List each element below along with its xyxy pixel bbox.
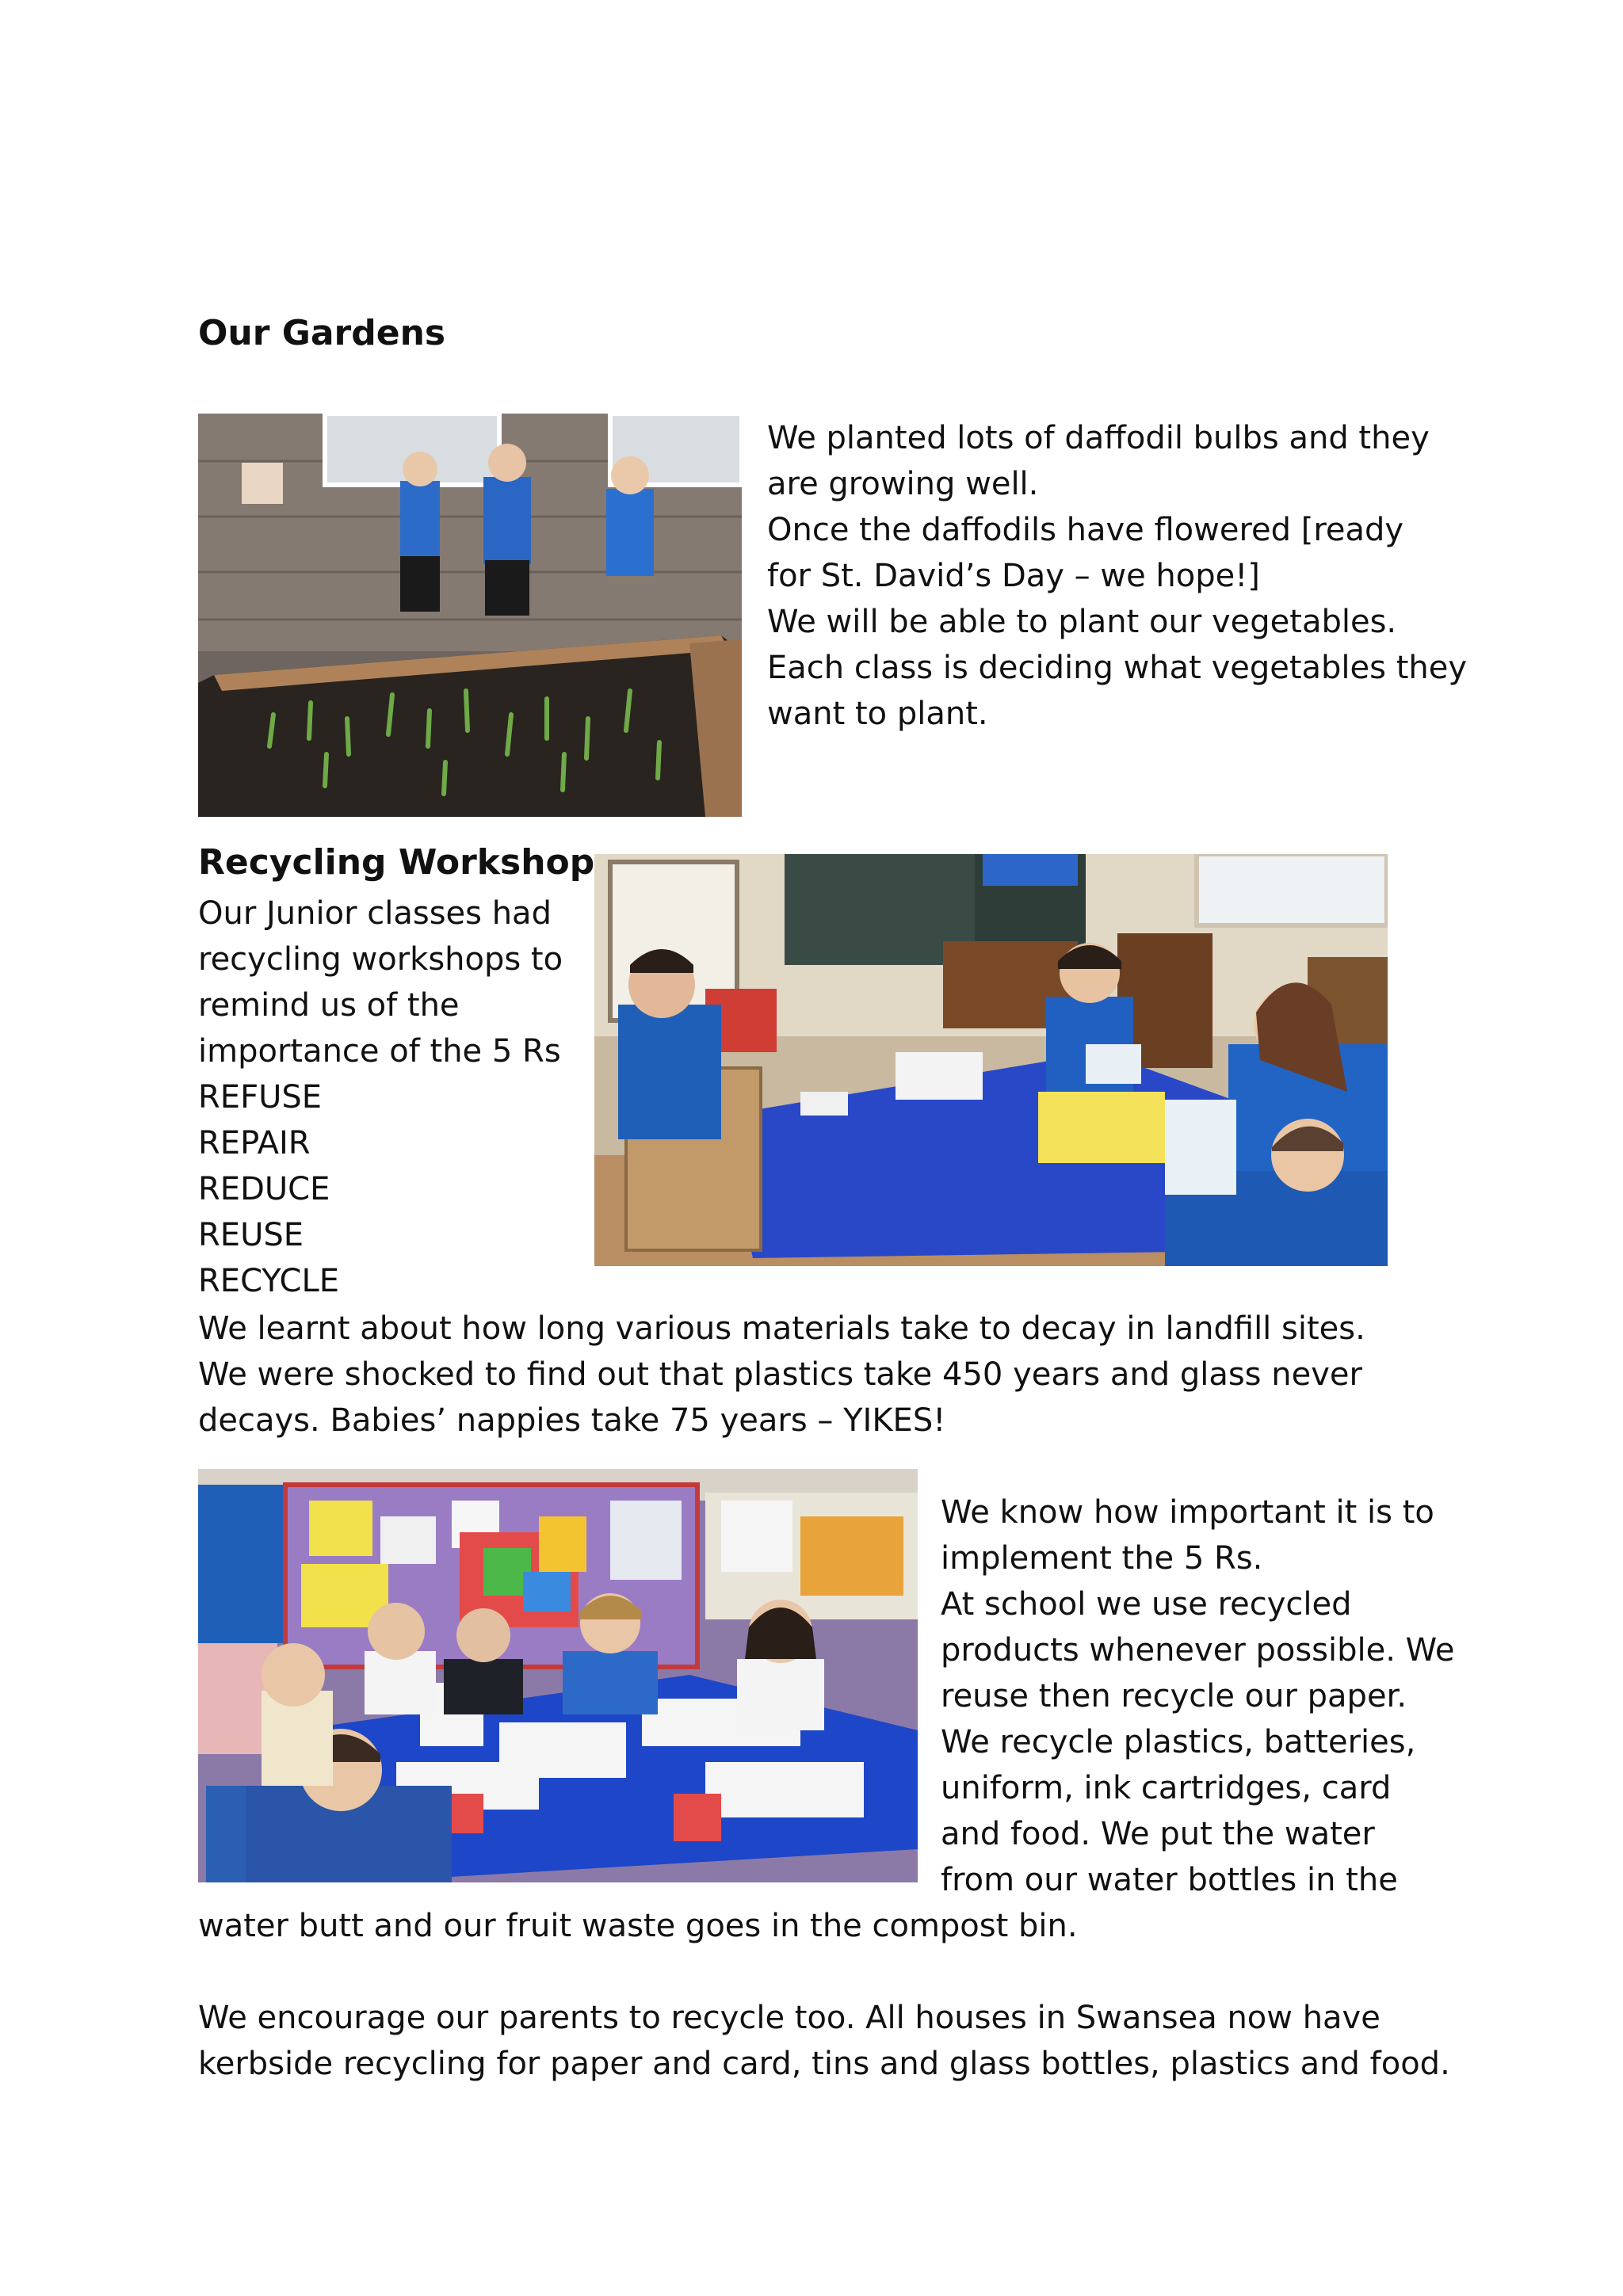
classroom-photo (198, 1469, 918, 1882)
recycling-body-line: We learnt about how long various materials take to decay in landfill sites. (198, 1310, 1365, 1347)
gardens-line: Once the daffodils have flowered [ready (767, 512, 1404, 548)
classroom-line: implement the 5 Rs. (941, 1540, 1263, 1577)
recycling-r-item: REDUCE (198, 1171, 330, 1207)
gardens-line: want to plant. (767, 696, 988, 732)
classroom-side-text (941, 1489, 1455, 1903)
recycling-r-item: REPAIR (198, 1125, 311, 1161)
recycling-r-item: RECYCLE (198, 1263, 340, 1299)
recycling-line: importance of the 5 Rs (198, 1033, 561, 1070)
recycling-line: remind us of the (198, 987, 460, 1024)
recycling-side-text (198, 891, 563, 1304)
garden-photo (198, 414, 742, 817)
gardens-heading: Our Gardens (198, 313, 446, 353)
classroom-continuation-line: water butt and our fruit waste goes in the compost bin. (198, 1908, 1078, 1944)
parents-text (198, 1995, 1450, 2087)
recycling-line: Our Junior classes had (198, 895, 552, 932)
gardens-line: for St. David’s Day – we hope!] (767, 558, 1260, 594)
parents-line: We encourage our parents to recycle too. All houses in Swansea now have (198, 2000, 1381, 2036)
recycling-heading: Recycling Workshop (198, 842, 595, 883)
gardens-line: Each class is deciding what vegetables they (767, 650, 1468, 686)
recycling-r-item: REUSE (198, 1217, 304, 1253)
classroom-line: reuse then recycle our paper. (941, 1678, 1407, 1714)
gardens-text (767, 415, 1467, 737)
parents-line: kerbside recycling for paper and card, tins and glass bottles, plastics and food. (198, 2046, 1450, 2082)
recycling-body-line: We were shocked to find out that plastics take 450 years and glass never (198, 1356, 1362, 1393)
gardens-line: We planted lots of daffodil bulbs and they (767, 420, 1430, 456)
classroom-line: uniform, ink cartridges, card (941, 1770, 1392, 1806)
classroom-line: and food. We put the water (941, 1816, 1375, 1852)
recycling-body-line: decays. Babies’ nappies take 75 years – YIKES! (198, 1402, 946, 1439)
classroom-continuation (198, 1903, 1078, 1949)
classroom-line: We recycle plastics, batteries, (941, 1724, 1416, 1760)
recycling-r-item: REFUSE (198, 1079, 323, 1116)
recycling-line: recycling workshops to (198, 941, 563, 978)
classroom-line: products whenever possible. We (941, 1632, 1455, 1669)
classroom-line: We know how important it is to (941, 1494, 1434, 1531)
gardens-line: We will be able to plant our vegetables. (767, 604, 1397, 640)
gardens-line: are growing well. (767, 466, 1039, 502)
workshop-photo (594, 854, 1388, 1266)
classroom-line: from our water bottles in the (941, 1862, 1398, 1898)
classroom-line: At school we use recycled (941, 1586, 1352, 1623)
recycling-body-text (198, 1306, 1365, 1444)
